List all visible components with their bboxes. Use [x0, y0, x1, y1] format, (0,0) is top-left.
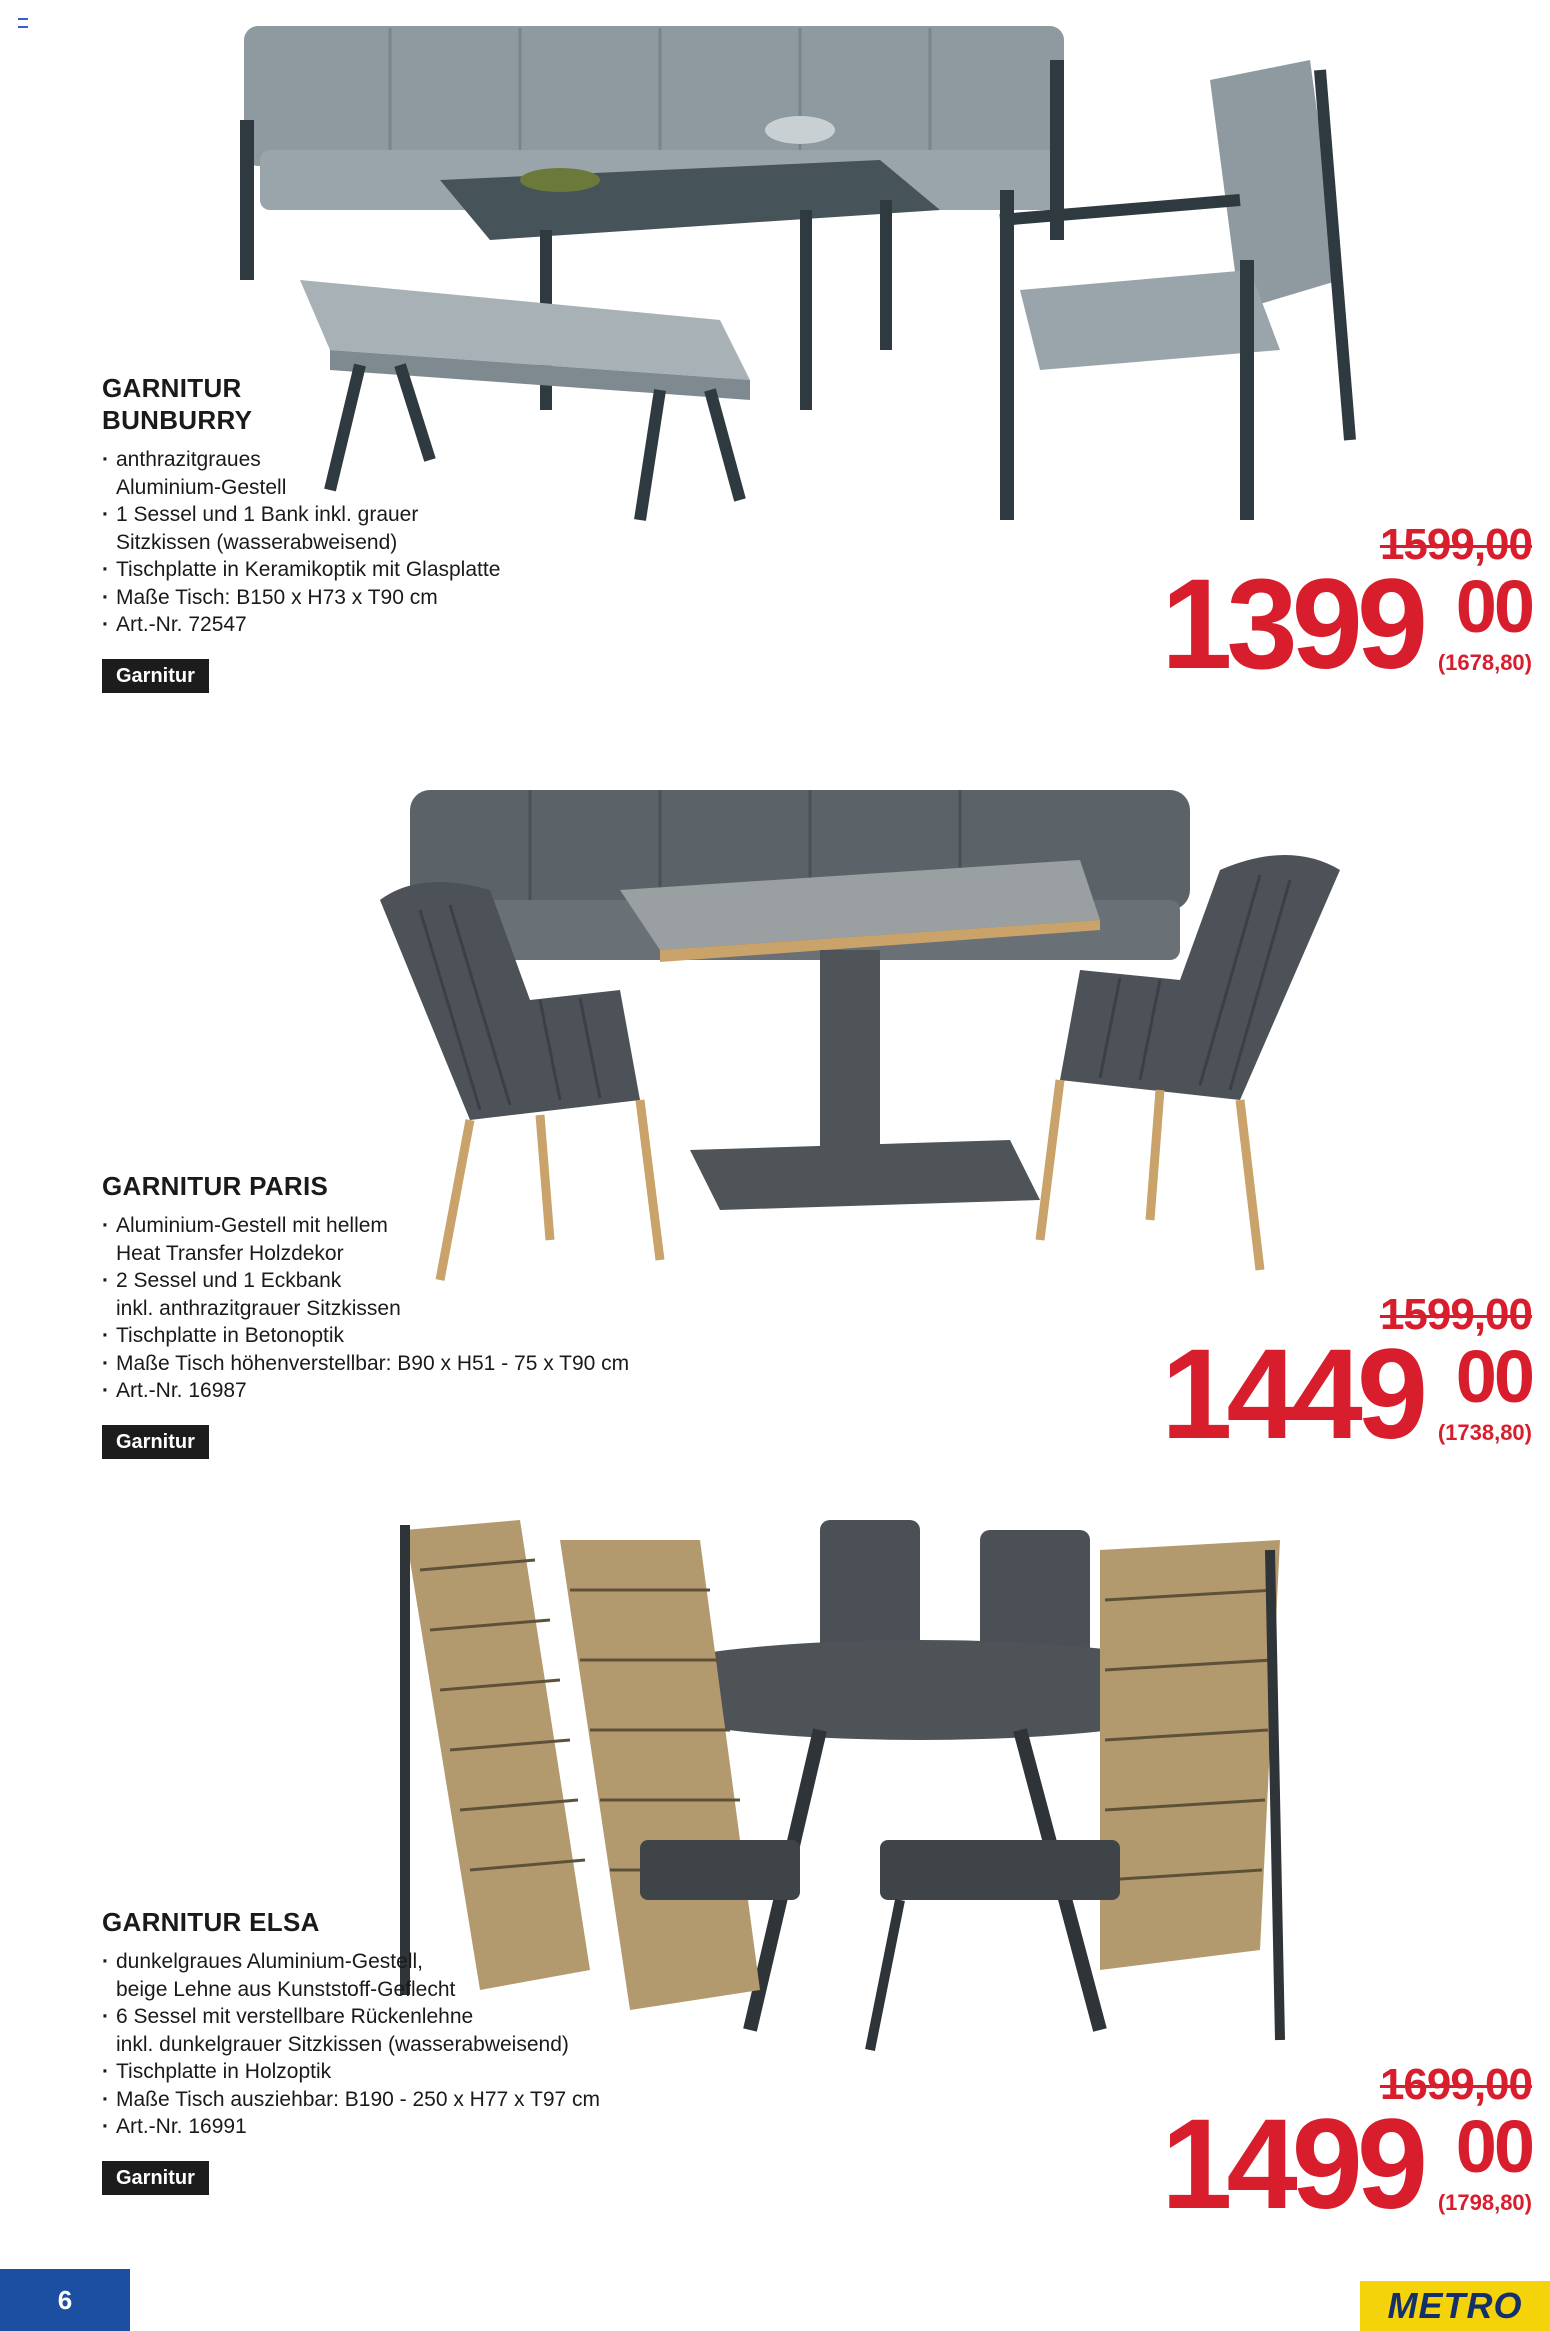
- feature-list: [102, 1212, 629, 1405]
- price-cents: 00: [1455, 1335, 1532, 1418]
- paris-info: [102, 1170, 629, 1459]
- gross-price: (1738,80): [1437, 1420, 1532, 1445]
- price-cents: 00: [1455, 2105, 1532, 2188]
- feature-list: [102, 1948, 600, 2141]
- feature-item: · 1 Sessel und 1 Bank inkl. grauer Sitzkissen (wasserabweisend): [102, 501, 500, 556]
- feature-item: · Maße Tisch höhenverstellbar: B90 x H51 - 75 x T90 cm: [102, 1350, 629, 1378]
- feature-item: · anthrazitgraues Aluminium-Gestell: [102, 446, 500, 501]
- price-block: [1152, 1290, 1532, 1480]
- page-number: 6: [0, 2269, 130, 2331]
- category-badge: Garnitur: [102, 1425, 209, 1459]
- feature-item: · Tischplatte in Holzoptik: [102, 2058, 600, 2086]
- feature-item: · Maße Tisch: B150 x H73 x T90 cm: [102, 584, 500, 612]
- feature-item: · Tischplatte in Betonoptik: [102, 1322, 629, 1350]
- feature-item: · Tischplatte in Keramikoptik mit Glasplatte: [102, 556, 500, 584]
- product-title: GARNITUR BUNBURRY: [102, 373, 253, 435]
- old-price: 1599,00: [1379, 520, 1532, 569]
- price-main: 1399: [1161, 553, 1422, 696]
- metro-logo: METRO: [1360, 2281, 1550, 2331]
- product-title: GARNITUR ELSA: [102, 1907, 320, 1937]
- price-main: 1499: [1161, 2093, 1422, 2236]
- feature-item: · Aluminium-Gestell mit hellem Heat Transfer Holzdekor: [102, 1212, 629, 1267]
- feature-list: [102, 446, 500, 639]
- price-block: [1152, 520, 1532, 710]
- feature-item: · 2 Sessel und 1 Eckbank inkl. anthrazitgrauer Sitzkissen: [102, 1267, 629, 1322]
- product-bunburry: [0, 0, 1550, 720]
- gross-price: (1678,80): [1437, 650, 1532, 675]
- gross-price: (1798,80): [1437, 2190, 1532, 2215]
- category-badge: Garnitur: [102, 2161, 209, 2195]
- bunburry-info: [102, 372, 500, 693]
- price-main: 1449: [1161, 1323, 1422, 1466]
- feature-item: · 6 Sessel mit verstellbare Rückenlehne inkl. dunkelgrauer Sitzkissen (wasserabweisend): [102, 2003, 600, 2058]
- price-cents: 00: [1455, 565, 1532, 648]
- product-paris: [0, 730, 1550, 1490]
- old-price: 1699,00: [1379, 2060, 1532, 2109]
- product-elsa: [0, 1500, 1550, 2270]
- elsa-info: [102, 1906, 600, 2195]
- feature-item: · Art.-Nr. 16991: [102, 2113, 600, 2141]
- price-block: [1152, 2060, 1532, 2250]
- feature-item: · Art.-Nr. 72547: [102, 611, 500, 639]
- product-title: GARNITUR PARIS: [102, 1171, 329, 1201]
- feature-item: · Maße Tisch ausziehbar: B190 - 250 x H77 x T97 cm: [102, 2086, 600, 2114]
- feature-item: · Art.-Nr. 16987: [102, 1377, 629, 1405]
- feature-item: · dunkelgraues Aluminium-Gestell, beige Lehne aus Kunststoff-Geflecht: [102, 1948, 600, 2003]
- old-price: 1599,00: [1379, 1290, 1532, 1339]
- category-badge: Garnitur: [102, 659, 209, 693]
